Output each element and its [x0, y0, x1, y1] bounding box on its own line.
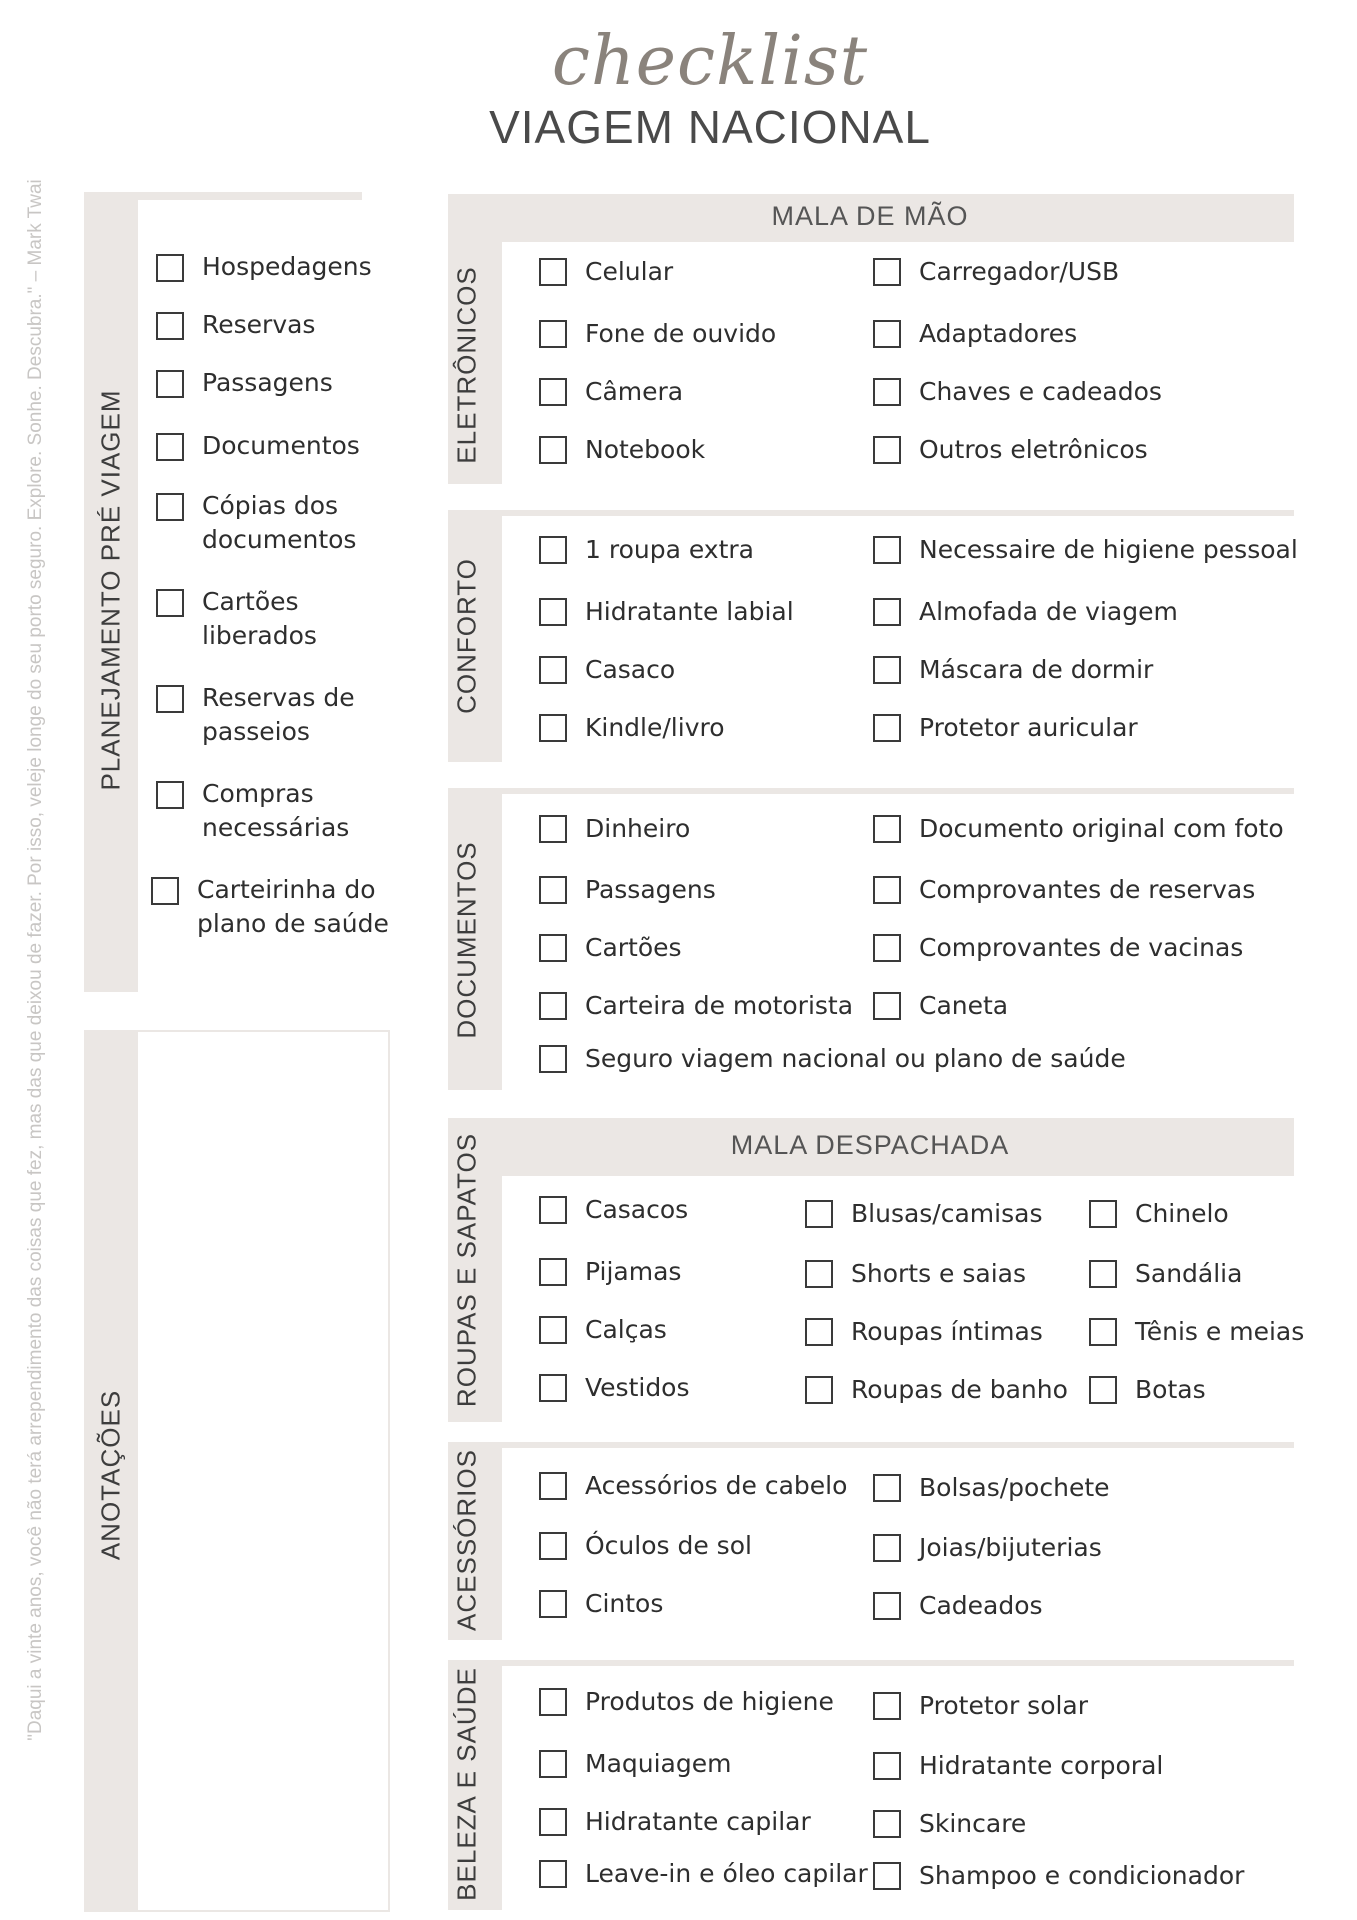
checkbox[interactable]	[539, 992, 567, 1020]
checkbox[interactable]	[156, 781, 184, 809]
planning-item[interactable]: Reservas	[156, 308, 315, 342]
documentos-item[interactable]: Comprovantes de vacinas	[873, 930, 1243, 966]
checkbox[interactable]	[539, 436, 567, 464]
checkbox[interactable]	[1089, 1260, 1117, 1288]
checkbox[interactable]	[539, 536, 567, 564]
conforto-item[interactable]: Almofada de viagem	[873, 594, 1178, 630]
checkbox[interactable]	[805, 1318, 833, 1346]
acessorios-item[interactable]: Bolsas/pochete	[873, 1470, 1110, 1506]
checked-luggage-title: MALA DESPACHADA	[730, 1130, 1010, 1160]
conforto-item[interactable]: 1 roupa extra	[539, 532, 754, 568]
checkbox[interactable]	[156, 312, 184, 340]
conforto-item[interactable]: Máscara de dormir	[873, 652, 1153, 688]
documentos-top-rule	[448, 788, 1294, 794]
checkbox[interactable]	[539, 1808, 567, 1836]
eletronicos-item[interactable]: Adaptadores	[873, 316, 1077, 352]
checkbox[interactable]	[539, 1472, 567, 1500]
checkbox[interactable]	[539, 598, 567, 626]
beleza-item[interactable]: Produtos de higiene	[539, 1684, 834, 1720]
eletronicos-item[interactable]: Outros eletrônicos	[873, 432, 1148, 468]
checkbox[interactable]	[805, 1376, 833, 1404]
checkbox[interactable]	[156, 685, 184, 713]
beleza-item[interactable]: Leave-in e óleo capilar	[539, 1856, 868, 1892]
conforto-item[interactable]: Casaco	[539, 652, 675, 688]
roupas-item[interactable]: Calças	[539, 1312, 667, 1348]
checkbox[interactable]	[873, 1692, 901, 1720]
checkbox[interactable]	[873, 992, 901, 1020]
planning-item[interactable]: Hospedagens	[156, 250, 372, 284]
checkbox[interactable]	[539, 1860, 567, 1888]
conforto-item[interactable]: Necessaire de higiene pessoal	[873, 532, 1298, 568]
checkbox[interactable]	[156, 254, 184, 282]
checkbox[interactable]	[873, 1534, 901, 1562]
planning-item[interactable]: Documentos	[156, 429, 360, 463]
roupas-item[interactable]: Sandália	[1089, 1256, 1242, 1292]
checkbox[interactable]	[873, 876, 901, 904]
roupas-item[interactable]: Roupas de banho	[805, 1372, 1068, 1408]
documentos-item[interactable]: Documento original com foto	[873, 811, 1284, 847]
checkbox[interactable]	[1089, 1376, 1117, 1404]
eletronicos-item[interactable]: Fone de ouvido	[539, 316, 776, 352]
checkbox[interactable]	[873, 1592, 901, 1620]
checkbox[interactable]	[539, 1590, 567, 1618]
checkbox[interactable]	[873, 258, 901, 286]
checkbox[interactable]	[539, 258, 567, 286]
roupas-item[interactable]: Roupas íntimas	[805, 1314, 1043, 1350]
checkbox[interactable]	[1089, 1200, 1117, 1228]
checkbox[interactable]	[156, 493, 184, 521]
conforto-top-rule	[448, 510, 1294, 516]
beleza-label: BELEZA E SAÚDE	[451, 1667, 482, 1901]
acessorios-item[interactable]: Cintos	[539, 1586, 663, 1622]
roupas-item[interactable]: Tênis e meias	[1089, 1314, 1304, 1350]
roupas-item[interactable]: Botas	[1089, 1372, 1206, 1408]
acessorios-item[interactable]: Óculos de sol	[539, 1528, 752, 1564]
acessorios-item[interactable]: Cadeados	[873, 1588, 1043, 1624]
planning-item[interactable]: Reservas de passeios	[156, 681, 392, 749]
checkbox[interactable]	[156, 589, 184, 617]
beleza-item[interactable]: Shampoo e condicionador	[873, 1858, 1244, 1894]
checkbox[interactable]	[539, 1258, 567, 1286]
checkbox[interactable]	[539, 378, 567, 406]
planning-label: PLANEJAMENTO PRÉ VIAGEM	[95, 389, 126, 791]
beleza-item[interactable]: Maquiagem	[539, 1746, 731, 1782]
checkbox[interactable]	[873, 934, 901, 962]
checkbox[interactable]	[805, 1260, 833, 1288]
checkbox[interactable]	[539, 1688, 567, 1716]
conforto-item[interactable]: Hidratante labial	[539, 594, 794, 630]
conforto-item[interactable]: Kindle/livro	[539, 710, 725, 746]
checkbox[interactable]	[539, 876, 567, 904]
checkbox[interactable]	[539, 320, 567, 348]
checkbox[interactable]	[805, 1200, 833, 1228]
checkbox[interactable]	[873, 1752, 901, 1780]
documentos-item[interactable]: Cartões	[539, 930, 682, 966]
checkbox[interactable]	[873, 656, 901, 684]
checkbox[interactable]	[539, 815, 567, 843]
checkbox[interactable]	[873, 1474, 901, 1502]
checkbox[interactable]	[873, 1862, 901, 1890]
acessorios-item[interactable]: Acessórios de cabelo	[539, 1468, 847, 1504]
acessorios-label: ACESSÓRIOS	[451, 1449, 482, 1631]
planning-item[interactable]: Cartões liberados	[156, 585, 372, 653]
checkbox[interactable]	[539, 1532, 567, 1560]
roupas-item[interactable]: Blusas/camisas	[805, 1196, 1042, 1232]
beleza-item[interactable]: Hidratante corporal	[873, 1748, 1163, 1784]
checkbox[interactable]	[151, 877, 179, 905]
eletronicos-item[interactable]: Celular	[539, 254, 673, 290]
checkbox[interactable]	[539, 1750, 567, 1778]
checkbox[interactable]	[873, 815, 901, 843]
roupas-item[interactable]: Chinelo	[1089, 1196, 1229, 1232]
checkbox[interactable]	[156, 433, 184, 461]
notes-label: ANOTAÇÕES	[95, 1389, 126, 1561]
planning-item[interactable]: Compras necessárias	[156, 777, 392, 845]
documentos-item[interactable]: Seguro viagem nacional ou plano de saúde	[539, 1041, 1126, 1077]
eletronicos-item[interactable]: Chaves e cadeados	[873, 374, 1162, 410]
checkbox[interactable]	[539, 1045, 567, 1073]
beleza-item[interactable]: Hidratante capilar	[539, 1804, 811, 1840]
beleza-item[interactable]: Skincare	[873, 1806, 1026, 1842]
script-title: checklist	[551, 22, 869, 101]
eletronicos-item[interactable]: Notebook	[539, 432, 705, 468]
checkbox[interactable]	[539, 1316, 567, 1344]
roupas-item[interactable]: Vestidos	[539, 1370, 690, 1406]
checkbox[interactable]	[1089, 1318, 1117, 1346]
documentos-item[interactable]: Comprovantes de reservas	[873, 872, 1255, 908]
checkbox[interactable]	[873, 714, 901, 742]
acessorios-item[interactable]: Joias/bijuterias	[873, 1530, 1102, 1566]
roupas-item[interactable]: Shorts e saias	[805, 1256, 1026, 1292]
checkbox[interactable]	[873, 1810, 901, 1838]
planning-item[interactable]: Passagens	[156, 366, 333, 400]
conforto-label: CONFORTO	[451, 558, 482, 714]
checkbox[interactable]	[156, 370, 184, 398]
planning-item[interactable]: Cópias dos documentos	[156, 489, 392, 557]
page-title: VIAGEM NACIONAL	[489, 101, 931, 153]
checkbox[interactable]	[539, 656, 567, 684]
side-quote: "Daqui a vinte anos, você não terá arrependimento das coisas que fez, mas das que deixou de fazer. Por isso, veleje longe do seu porto seguro. Explore. Sonhe. Descubra." – Mark Twai	[25, 179, 46, 1741]
notes-area[interactable]	[136, 1030, 390, 1912]
documentos-item[interactable]: Caneta	[873, 988, 1008, 1024]
eletronicos-item[interactable]: Carregador/USB	[873, 254, 1119, 290]
conforto-item[interactable]: Protetor auricular	[873, 710, 1138, 746]
roupas-label: ROUPAS E SAPATOS	[451, 1132, 482, 1408]
checkbox[interactable]	[873, 436, 901, 464]
roupas-item[interactable]: Casacos	[539, 1192, 688, 1228]
checkbox[interactable]	[539, 714, 567, 742]
eletronicos-item[interactable]: Câmera	[539, 374, 683, 410]
checkbox[interactable]	[539, 934, 567, 962]
checkbox[interactable]	[539, 1196, 567, 1224]
documentos-item[interactable]: Carteira de motorista	[539, 988, 853, 1024]
eletronicos-label: ELETRÔNICOS	[451, 266, 482, 464]
checkbox[interactable]	[873, 536, 901, 564]
checkbox[interactable]	[873, 598, 901, 626]
acessorios-top-rule	[448, 1442, 1294, 1448]
documentos-label: DOCUMENTOS	[451, 841, 482, 1039]
beleza-top-rule	[448, 1660, 1294, 1666]
planning-item[interactable]: Carteirinha do plano de saúde	[151, 873, 397, 941]
checkbox[interactable]	[873, 320, 901, 348]
roupas-item[interactable]: Pijamas	[539, 1254, 681, 1290]
checkbox[interactable]	[539, 1374, 567, 1402]
documentos-item[interactable]: Passagens	[539, 872, 716, 908]
documentos-item[interactable]: Dinheiro	[539, 811, 690, 847]
beleza-item[interactable]: Protetor solar	[873, 1688, 1088, 1724]
checkbox[interactable]	[873, 378, 901, 406]
hand-luggage-title: MALA DE MÃO	[771, 201, 969, 231]
planning-top-rule	[84, 192, 362, 200]
